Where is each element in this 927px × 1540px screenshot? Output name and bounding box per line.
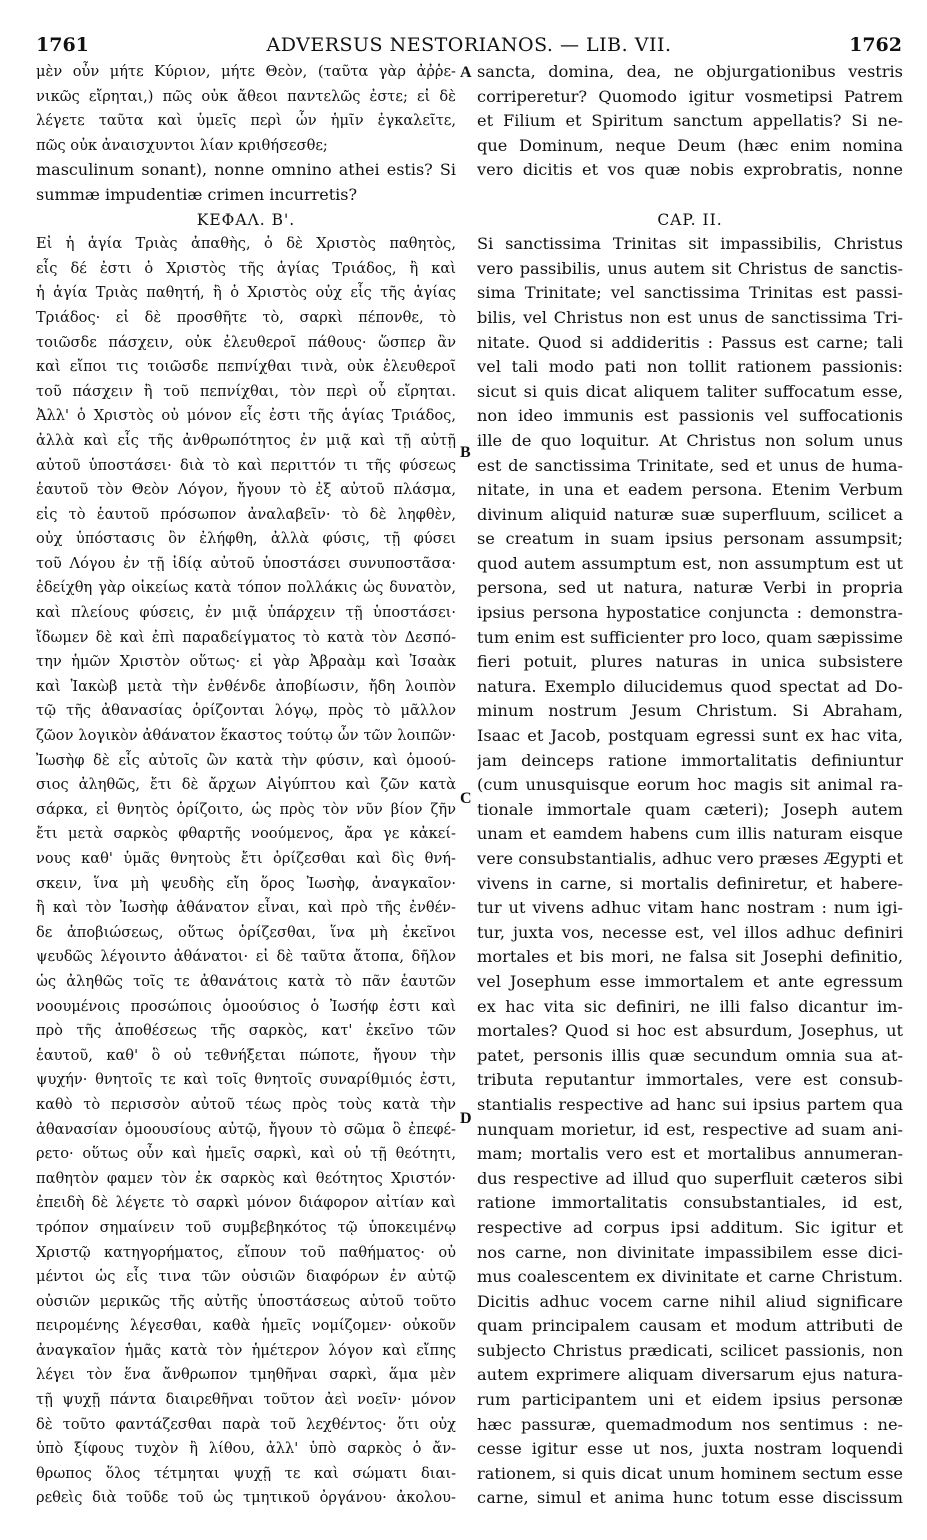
greek-text-line: παθητὸν φαμεν τὸν ἐκ σαρκὸς καὶ θεότητος Χριστόν· — [36, 1169, 456, 1187]
running-title: ADVERSUS NESTORIANOS. — LIB. VII. — [266, 34, 672, 56]
greek-text-line: αὐτοῦ ὑποστάσει· διὰ τὸ καὶ περιττόν τι τῆς φύσεως — [36, 456, 456, 474]
page-number-right: 1762 — [849, 34, 902, 56]
latin-text-line: que Dominum, neque Deum (hæc enim nomina — [477, 135, 903, 155]
greek-text-line: σκειν, ἵνα μὴ ψευδὴς εἴη ὅρος Ἰωσὴφ, ἀναγκαῖον· — [36, 874, 456, 892]
greek-text-line: Τριάδος· εἰ δὲ προσθῆτε τὸ, σαρκὶ πέπονθε, τὸ — [36, 308, 456, 326]
greek-text-line: δὲ τοῦτο φαντάζεσθαι παρὰ τοῦ λεχθέντος· ὅτι οὐχ — [36, 1415, 456, 1433]
latin-text-line: subjecto Christus prædicati, scilicet passionis, non — [477, 1340, 903, 1360]
greek-text-line: λέγει τὸν ἕνα ἄνθρωπον τμηθῆναι σαρκὶ, ἅμα μὲν — [36, 1366, 456, 1384]
greek-text-line: ζῶον λογικὸν ἀθάνατον ἕκαστος τούτῳ ὧν τῶν λοιπῶν· — [36, 727, 456, 745]
latin-text-line: carne, simul et anima hunc totum esse discissum — [477, 1488, 903, 1508]
latin-text-line: rum participantem uni et eidem ipsius personæ — [477, 1390, 903, 1410]
latin-text-line: nunquam morietur, id est, respective ad suam ani- — [477, 1119, 903, 1139]
latin-column — [477, 60, 903, 1511]
greek-text-line: masculinum sonant), nonne omnino athei estis? Si — [36, 160, 456, 180]
greek-text-line: νικῶς εἴρηται,) πῶς οὐκ ἄθεοι παντελῶς ἐστε; εἰ δὲ — [36, 87, 456, 105]
greek-text-line: Εἰ ἡ ἁγία Τριὰς ἀπαθὴς, ὁ δὲ Χριστὸς παθητὸς, — [36, 235, 456, 253]
latin-text-line: tum enim est sufficienter pro loco, quam sæpissime — [477, 627, 903, 647]
latin-text-line: minum nostrum Jesum Christum. Si Abraham, — [477, 701, 903, 721]
greek-text-line: μὲν οὖν μήτε Κύριον, μήτε Θεὸν, (ταῦτα γὰρ ἀῤῥε- — [36, 63, 456, 80]
latin-text-line: rationem, si quis dicat unum hominem sectum esse — [477, 1463, 903, 1483]
greek-text-line: ψευδῶς λέγοιντο ἀθάνατοι· εἰ δὲ ταῦτα ἄτοπα, δῆλον — [36, 948, 456, 966]
greek-text-line: Ἰωσὴφ δὲ εἷς αὐτοῖς ὢν κατὰ τὴν φύσιν, καὶ ὁμοού- — [36, 751, 456, 769]
greek-text-line: εἷς δέ ἐστι ὁ Χριστὸς τῆς ἁγίας Τριάδος, ἢ καὶ — [36, 259, 456, 277]
greek-text-line: καὶ πλείους φύσεις, ἐν μιᾷ ὑπάρχειν τῇ ὑποστάσει· — [36, 604, 456, 622]
greek-text-line: την ἡμῶν Χριστὸν οὕτως· εἰ γὰρ Ἀβραὰμ καὶ Ἰσαὰκ — [36, 653, 456, 671]
greek-text-line: ρεθεὶς διὰ τοῦδε τοῦ ὡς τμητικοῦ ὀργάνου· ἀκολου- — [36, 1489, 456, 1507]
latin-text-line: quod autem assumptum est, non assumptum est ut — [477, 553, 903, 573]
greek-text-line: ὑπὸ ξίφους τυχὸν ἢ λίθου, ἀλλ' ὑπὸ σαρκὸς ὁ ἄν- — [36, 1440, 456, 1458]
latin-text-line: stantialis respective ad hanc sui ipsius partem qua — [477, 1094, 903, 1114]
latin-text-line: jam deinceps ratione immortalitatis definiuntur — [477, 750, 903, 770]
greek-text-line: σάρκα, εἰ θνητὸς ὁρίζοιτο, ὡς πρὸς τὸν νῦν βίον ζῆν — [36, 800, 456, 818]
latin-text-line: est de sanctissima Trinitate, sed et unus de huma- — [477, 455, 903, 475]
greek-text-line: εἰς τὸ ἑαυτοῦ πρόσωπον ἀναλαβεῖν· τὸ δὲ ληφθὲν, — [36, 505, 456, 523]
greek-text-line: θρωπος ὅλος τέτμηται ψυχῇ τε καὶ σώματι διαι- — [36, 1464, 456, 1482]
margin-marker-a: A — [460, 64, 472, 81]
greek-text-line: νοουμένοις προσώποις ὁμοούσιος ὁ Ἰωσήφ ἐστι καὶ — [36, 997, 456, 1015]
latin-text-line: nitate. Quod si addideritis : Passus est carne; tali — [477, 332, 903, 352]
latin-text-line: vel tali modo pati non tollit rationem passionis: — [477, 357, 903, 377]
greek-text-line: ἀθανασίαν ὁμοουσίους αὐτῷ, ἤγουν τὸ σῶμα ὃ ἐπεφέ- — [36, 1120, 456, 1138]
latin-text-line: nitate, in una et eadem persona. Etenim Verbum — [477, 480, 903, 500]
greek-text-line: ἀναγκαῖον ἡμᾶς κατὰ τὸν ἡμέτερον λόγον καὶ εἴπης — [36, 1341, 456, 1359]
latin-text-line: tur ut vivens adhuc vitam hanc nostram : num igi- — [477, 898, 903, 918]
greek-text-line: τοιῶσδε πάσχειν, οὐκ ἐλευθεροῖ πάθους· ὥσπερ ἂν — [36, 333, 456, 351]
latin-text-line: se creatum in suam ipsius personam assumpsit; — [477, 529, 903, 549]
latin-text-line: corriperetur? Quomodo igitur vosmetipsi Patrem — [477, 86, 903, 106]
greek-text-line: ἔτι μετὰ σαρκὸς φθαρτῆς νοούμενος, ἄρα γε κἀκεί- — [36, 825, 456, 843]
latin-text-line: autem exprimere aliquam diversarum ejus natura- — [477, 1365, 903, 1385]
greek-text-line: ἑαυτοῦ, καθ' ὃ οὐ τεθνήξεται πώποτε, ἤγουν τὴν — [36, 1046, 456, 1064]
latin-text-line: divinum aliquid naturæ suæ superfluum, scilicet a — [477, 504, 903, 524]
greek-text-line: ὡς ἀληθῶς τοῖς τε ἀθανάτοις κατὰ τὸ πᾶν ἑαυτῶν — [36, 972, 456, 990]
margin-marker-d: D — [460, 1110, 472, 1127]
latin-text-line: vere consubstantialis, adhuc vero præses Ægypti et — [477, 849, 903, 868]
greek-text-line: ρετο· οὕτως οὖν καὶ ἡμεῖς σαρκὶ, καὶ οὐ τῇ θεότητι, — [36, 1145, 456, 1163]
latin-text-line: nos carne, non divinitate impassibilem esse dici- — [477, 1242, 903, 1262]
latin-text-line: natura. Exemplo dilucidemus quod spectat ad Do- — [477, 676, 903, 696]
greek-text-line: τῇ ψυχῇ πάντα διαιρεθῆναι τοῦτον ἀεὶ νοεῖν· μόνον — [36, 1391, 456, 1409]
latin-text-line: sima Trinitate; vel sanctissima Trinitas est passi- — [477, 283, 903, 303]
greek-text-line: ἐπειδὴ δὲ λέγετε τὸ σαρκὶ μόνον διάφορον αἰτίαν καὶ — [36, 1194, 456, 1212]
latin-text-line: fieri potuit, plures naturas in unica subsistere — [477, 652, 903, 672]
greek-text-line: τοῦ πάσχειν ἢ τοῦ πεπνίχθαι, τὸν περὶ οὗ εἴρηται. — [36, 382, 456, 400]
latin-text-line: vero dicitis et vos quæ nobis exprobratis, nonne — [477, 160, 903, 180]
margin-marker-b: B — [460, 444, 471, 461]
latin-text-line: Si sanctissima Trinitas sit impassibilis, Christus — [477, 234, 903, 254]
greek-text-line: ψυχήν· θνητοῖς τε καὶ τοῖς θνητοῖς συναρίθμιός ἐστι, — [36, 1071, 456, 1089]
greek-text-line: Χριστῷ κατηγορήματος, εἴπουν τοῦ παθήματος· οὐ — [36, 1243, 456, 1261]
greek-text-line: πρὸ τῆς ἀποθέσεως τῆς σαρκὸς, κατ' ἐκεῖνο τῶν — [36, 1022, 456, 1040]
greek-text-line: ἡ ἁγία Τριὰς παθητή, ἢ ὁ Χριστὸς οὐχ εἷς τῆς ἁγίας — [36, 284, 456, 302]
greek-text-line: ἑαυτοῦ τὸν Θεὸν Λόγον, ἤγουν τὸ ἐξ αὐτοῦ πλάσμα, — [36, 481, 456, 499]
greek-text-line: ἐδείχθη γὰρ οἰκείως κατὰ τόπον πολλάκις ὡς δυνατὸν, — [36, 579, 456, 597]
greek-text-line: οὐχ ὑπόστασις ὂν ἐλήφθη, ἀλλὰ φύσις, τῇ φύσει — [36, 530, 456, 548]
latin-text-line: sicut si quis dicat aliquem taliter suffocatum esse, — [477, 381, 903, 401]
latin-text-line: ex hac vita sic definiri, ne illi falso dicantur im- — [477, 996, 903, 1016]
greek-text-line: καὶ εἴποι τις τοιῶσδε πεπνίχθαι τινὰ, οὐκ ἐλευθεροῖ — [36, 358, 456, 376]
latin-text-line: tionale immortale quam cæteri); Joseph autem — [477, 799, 903, 819]
latin-text-line: ille de quo loquitur. At Christus non solum unus — [477, 430, 903, 450]
latin-text-line: tributa reputantur immortales, vere est consub- — [477, 1070, 903, 1090]
greek-text-line: ἀλλὰ καὶ εἷς τῆς ἀνθρωπότητος ἐν μιᾷ καὶ τῇ αὐτῇ — [36, 431, 456, 449]
latin-text-line: cesse igitur esse ut nos, juxta nostram loquendi — [477, 1439, 903, 1459]
greek-text-line: ἴδωμεν δὲ καὶ ἐπὶ παραδείγματος τὸ κατὰ τὸν Δεσπό- — [36, 628, 456, 646]
latin-text-line: respective ad corpus ipsi additum. Sic igitur et — [477, 1217, 903, 1237]
latin-text-line: hæc passuræ, quemadmodum nos sentimus : ne- — [477, 1414, 903, 1434]
latin-text-line: et Filium et Spiritum sanctum appellatis? Si ne- — [477, 111, 903, 131]
greek-text-line: καὶ Ἰακὼβ μετὰ τὴν ἐνθένδε ἀποβίωσιν, ἤδη λοιπὸν — [36, 677, 456, 695]
greek-text-line: summæ impudentiæ crimen incurretis? — [36, 184, 358, 204]
latin-text-line: Dicitis adhuc vocem carne nihil aliud significare — [477, 1291, 903, 1311]
latin-text-line: sancta, domina, dea, ne objurgationibus vestris — [477, 62, 903, 81]
latin-text-line: patet, personis illis quæ secundum omnia sua at- — [477, 1045, 903, 1065]
greek-text-line: μέντοι ὡς εἷς τινα τῶν οὐσιῶν διαφόρων ἐν αὐτῷ — [36, 1268, 456, 1286]
latin-text-line: vivens in carne, si mortalis definiretur, et habere- — [477, 873, 903, 893]
latin-text-line: bilis, vel Christus non est unus de sanctissima Tri- — [477, 307, 903, 327]
greek-text-line: ἢ καὶ τὸν Ἰωσὴφ ἀθάνατον εἶναι, καὶ πρὸ τῆς ἐνθέν- — [36, 899, 456, 917]
greek-text-line: λέγετε ταῦτα καὶ ὑμεῖς περὶ ὧν ἡμῖν ἐγκαλεῖτε, — [36, 112, 456, 130]
greek-text-line: δε ἀποβιώσεως, οὕτως ὁρίζεσθαι, ἵνα μὴ ἐκεῖνοι — [36, 923, 456, 941]
greek-text-line: καθὸ τὸ περισσὸν αὐτοῦ τέως πρὸς τοὺς κατὰ τὴν — [36, 1095, 456, 1113]
greek-text-line: πειρομένης λέγεσθαι, καθὰ ἡμεῖς νομίζομεν· οὐκοῦν — [36, 1317, 456, 1335]
latin-text-line: Isaac et Jacob, postquam egressi sunt ex hac vita, — [477, 726, 903, 746]
page-number-left: 1761 — [36, 34, 89, 56]
latin-text-line: quam principalem causam et modum attributi de — [477, 1316, 903, 1336]
greek-text-line: Ἀλλ' ὁ Χριστὸς οὐ μόνον εἷς ἐστι τῆς ἁγίας Τριάδος, — [36, 407, 456, 425]
latin-text-line: (cum unusquisque eorum hoc magis sit animal ra- — [477, 775, 903, 795]
greek-text-line: νους καθ' ὑμᾶς θνητοὺς ἔτι ὁρίζεσθαι καὶ δὶς θνή- — [36, 850, 456, 867]
greek-column — [36, 60, 456, 1511]
latin-text-line: tur, juxta vos, necesse est, vel illos adhuc definiri — [477, 922, 903, 942]
latin-text-line: CAP. II. — [657, 210, 723, 229]
greek-text-line: ΚΕΦΑΛ. Β'. — [196, 210, 296, 229]
greek-text-line: τῷ τῆς ἀθανασίας ὁρίζονται λόγῳ, πρὸς τὸ μᾶλλον — [36, 702, 456, 720]
greek-text-line: οὐσιῶν μερικῶς τῆς αὐτῆς ὑποστάσεως αὐτοῦ τοῦτο — [36, 1292, 456, 1310]
latin-text-line: vero passibilis, unus autem sit Christus de sanctis- — [477, 258, 903, 278]
page-header — [36, 34, 902, 56]
margin-marker-c: C — [460, 790, 472, 807]
latin-text-line — [477, 183, 903, 208]
latin-text-line: mortales? Quod si hoc est absurdum, Josephus, ut — [477, 1021, 903, 1041]
latin-text-line: dus respective ad illud quo superfluit cæteros sibi — [477, 1168, 903, 1188]
latin-text-line: non ideo immunis est passionis vel suffocationis — [477, 406, 903, 426]
latin-text-line: ratione immortalitatis consubstantiales, id est, — [477, 1193, 903, 1213]
greek-text-line: πῶς οὐκ ἀναισχυντοι λίαν κριθήσεσθε; — [36, 136, 328, 154]
latin-text-line: mam; mortalis vero est et mortalibus annumeran- — [477, 1144, 903, 1164]
latin-text-line: vel Josephum esse immortalem et ante egressum — [477, 971, 903, 991]
latin-text-line: unam et eamdem habens cum illis naturam eisque — [477, 824, 903, 844]
greek-text-line: σιος ἀληθῶς, ἔτι δὲ ἄρχων Αἰγύπτου καὶ ζῶν κατὰ — [36, 776, 456, 794]
greek-text-line: τρόπον σημαίνειν τοῦ συμβεβηκότος τῷ ὑποκειμένῳ — [36, 1218, 456, 1236]
greek-text-line: τοῦ Λόγου ἐν τῇ ἰδίᾳ αὐτοῦ ὑποστάσει συνυποστᾶσα· — [36, 554, 456, 572]
latin-text-line: mortales et bis mori, ne falsa sit Josephi definitio, — [477, 947, 903, 967]
latin-text-line: mus coalescentem ex divinitate et carne Christum. — [477, 1267, 903, 1287]
latin-text-line: ipsius persona hypostatice conjuncta : demonstra- — [477, 603, 903, 623]
latin-text-line: persona, sed ut natura, naturæ Verbi in propria — [477, 578, 903, 598]
